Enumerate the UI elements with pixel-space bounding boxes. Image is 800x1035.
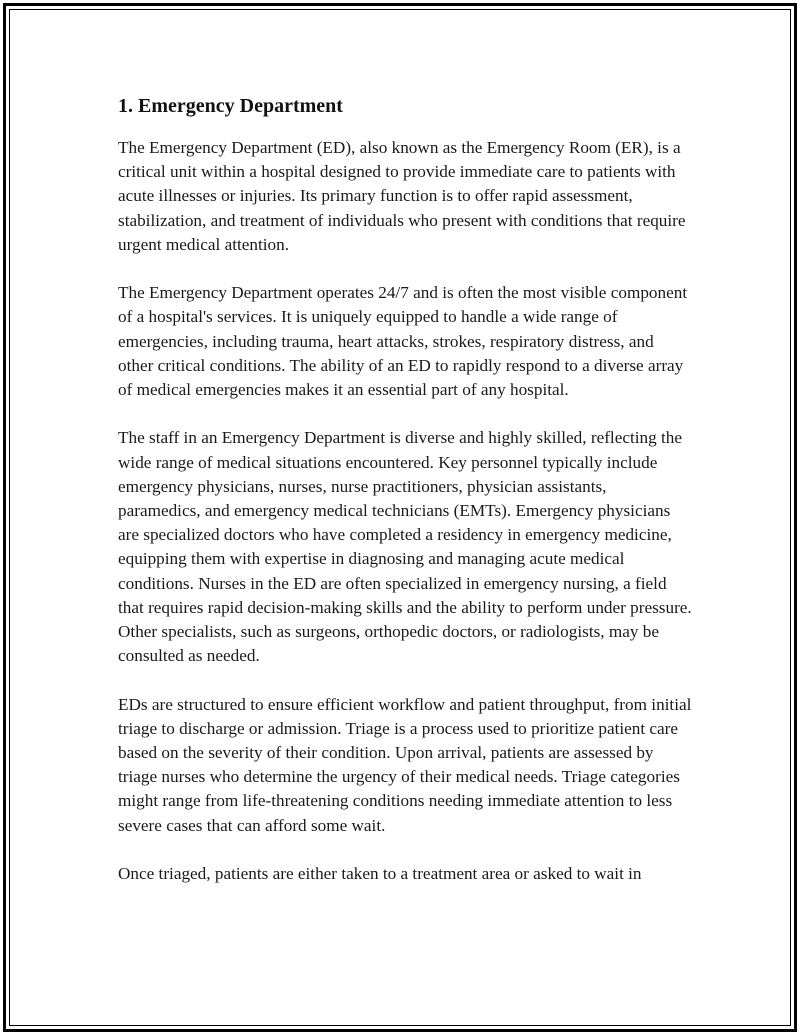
paragraph-5: Once triaged, patients are either taken to a treatment area or asked to wait in — [118, 864, 642, 884]
document-body — [118, 92, 693, 910]
paragraph-4: EDs are structured to ensure efficient workflow and patient throughput, from initial triage to discharge or admission. Triage is a process used to prioritize patient care based on the severity of their condition. Upon arrival, patients are assessed by triage nurses who determine the urgency of their medical needs. Triage categories might range from life-threatening conditions needing immediate attention to less severe cases that can afford some wait. — [118, 694, 692, 835]
paragraph-3: The staff in an Emergency Department is diverse and highly skilled, reflecting the wide range of medical situations encountered. Key personnel typically include emergency physicians, nurses, nurse practitioners, physician assistants, paramedics, and emergency medical technicians (EMTs). Emergency physicians are specialized doctors who have completed a residency in emergency medicine, equipping them with expertise in diagnosing and managing acute medical conditions. Nurses in the ED are often specialized in emergency nursing, a field that requires rapid decision-making skills and the ability to perform under pressure. Other specialists, such as surgeons, orthopedic doctors, or radiologists, may be consulted as needed. — [118, 428, 692, 666]
paragraph-2: The Emergency Department operates 24/7 and is often the most visible component of a hospital's services. It is uniquely equipped to handle a wide range of emergencies, including trauma, heart attacks, strokes, respiratory distress, and other critical conditions. The ability of an ED to rapidly respond to a diverse array of medical emergencies makes it an essential part of any hospital. — [118, 283, 688, 400]
section-heading: 1. Emergency Department — [118, 95, 343, 117]
paragraph-1: The Emergency Department (ED), also known as the Emergency Room (ER), is a critical unit within a hospital designed to provide immediate care to patients with acute illnesses or injuries. Its primary function is to offer rapid assessment, stabilization, and treatment of individuals who present with conditions that require urgent medical attention. — [118, 138, 686, 254]
